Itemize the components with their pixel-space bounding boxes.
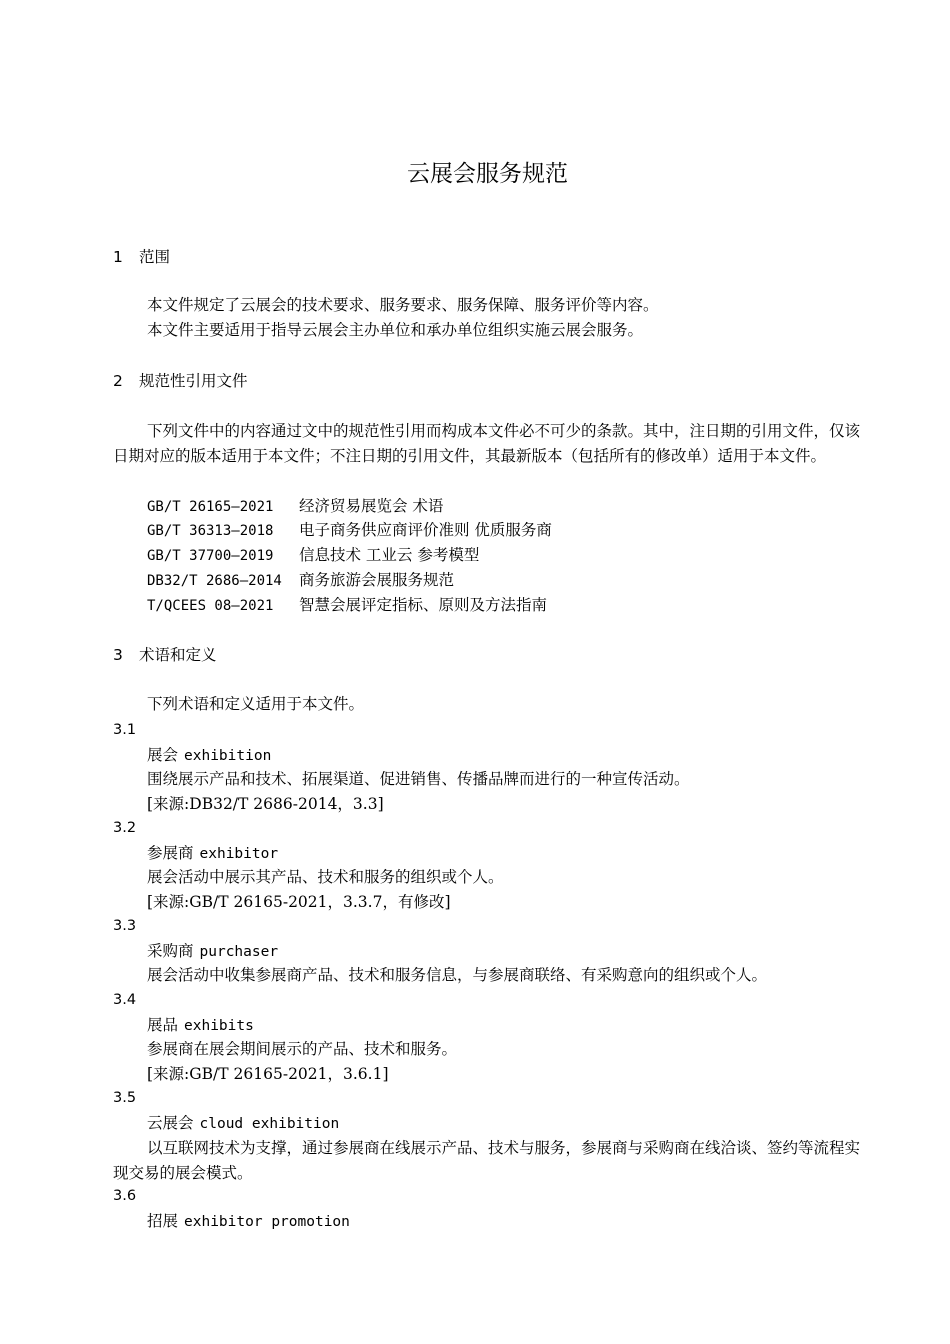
section-1-heading <box>113 246 170 268</box>
term-title <box>147 1210 350 1233</box>
reference-item <box>147 544 479 567</box>
term-number: 3.4 <box>113 992 137 1008</box>
term-en: cloud exhibition <box>199 1116 340 1132</box>
terms-intro: 下列术语和定义适用于本文件。 <box>147 695 365 713</box>
term-source: [来源:GB/T 26165-2021，3.6.1] <box>147 1065 389 1083</box>
term-zh: 展品 <box>147 1016 179 1034</box>
term-en: exhibits <box>184 1018 254 1034</box>
reference-code: GB/T 37700—2019 <box>147 548 274 564</box>
reference-item <box>147 594 547 617</box>
reference-code: T/QCEES 08—2021 <box>147 598 274 614</box>
reference-item <box>147 569 454 592</box>
term-definition: 参展商在展会期间展示的产品、技术和服务。 <box>147 1040 458 1058</box>
term-zh: 展会 <box>147 746 179 764</box>
term-zh: 招展 <box>147 1212 179 1230</box>
term-number: 3.3 <box>113 918 137 934</box>
term-en: exhibition <box>184 748 272 764</box>
term-definition: 围绕展示产品和技术、拓展渠道、促进销售、传播品牌而进行的一种宣传活动。 <box>147 770 690 788</box>
section-number: 2 <box>113 372 123 390</box>
reference-item <box>147 495 443 518</box>
term-zh: 采购商 <box>147 942 194 960</box>
reference-name: 信息技术 工业云 参考模型 <box>299 546 480 564</box>
term-zh: 云展会 <box>147 1114 194 1132</box>
section-2-heading <box>113 370 248 392</box>
term-en: exhibitor promotion <box>184 1214 350 1230</box>
reference-name: 电子商务供应商评价准则 优质服务商 <box>299 521 552 539</box>
reference-code: DB32/T 2686—2014 <box>147 573 282 589</box>
reference-item <box>147 519 552 542</box>
term-zh: 参展商 <box>147 844 194 862</box>
term-number: 3.5 <box>113 1090 137 1106</box>
reference-name: 经济贸易展览会 术语 <box>299 497 444 515</box>
reference-code: GB/T 26165—2021 <box>147 499 274 515</box>
term-source: [来源:GB/T 26165-2021，3.3.7，有修改] <box>147 893 451 911</box>
term-number: 3.2 <box>113 820 137 836</box>
section-number: 3 <box>113 646 123 664</box>
term-title <box>147 1014 254 1037</box>
term-title <box>147 940 278 963</box>
term-definition: 展会活动中收集参展商产品、技术和服务信息，与参展商联络、有采购意向的组织或个人。 <box>147 966 768 984</box>
reference-code: GB/T 36313—2018 <box>147 523 274 539</box>
section-title: 规范性引用文件 <box>139 372 248 390</box>
paragraph: 本文件规定了云展会的技术要求、服务要求、服务保障、服务评价等内容。 <box>147 296 659 314</box>
section-title: 范围 <box>139 248 171 266</box>
term-number: 3.6 <box>113 1188 137 1204</box>
term-title <box>147 1112 339 1135</box>
term-en: exhibitor <box>199 846 279 862</box>
paragraph: 本文件主要适用于指导云展会主办单位和承办单位组织实施云展会服务。 <box>147 321 644 339</box>
document-title: 云展会服务规范 <box>407 161 568 187</box>
term-number: 3.1 <box>113 722 137 738</box>
term-source: [来源:DB32/T 2686-2014，3.3] <box>147 795 384 813</box>
term-title <box>147 842 278 865</box>
term-title <box>147 744 271 767</box>
term-definition: 以互联网技术为支撑，通过参展商在线展示产品、技术与服务，参展商与采购商在线洽谈、签约等流程实现交易的展会模式。 <box>113 1139 861 1182</box>
section-title: 术语和定义 <box>139 646 217 664</box>
term-en: purchaser <box>199 944 279 960</box>
reference-name: 智慧会展评定指标、原则及方法指南 <box>299 596 548 614</box>
section-3-heading <box>113 644 217 666</box>
section-number: 1 <box>113 248 123 266</box>
term-definition: 展会活动中展示其产品、技术和服务的组织或个人。 <box>147 868 504 886</box>
references-intro: 下列文件中的内容通过文中的规范性引用而构成本文件必不可少的条款。其中，注日期的引用文件，仅该日期对应的版本适用于本文件；不注日期的引用文件，其最新版本（包括所有的修改单）适用于本文件。 <box>113 422 861 465</box>
reference-name: 商务旅游会展服务规范 <box>299 571 455 589</box>
